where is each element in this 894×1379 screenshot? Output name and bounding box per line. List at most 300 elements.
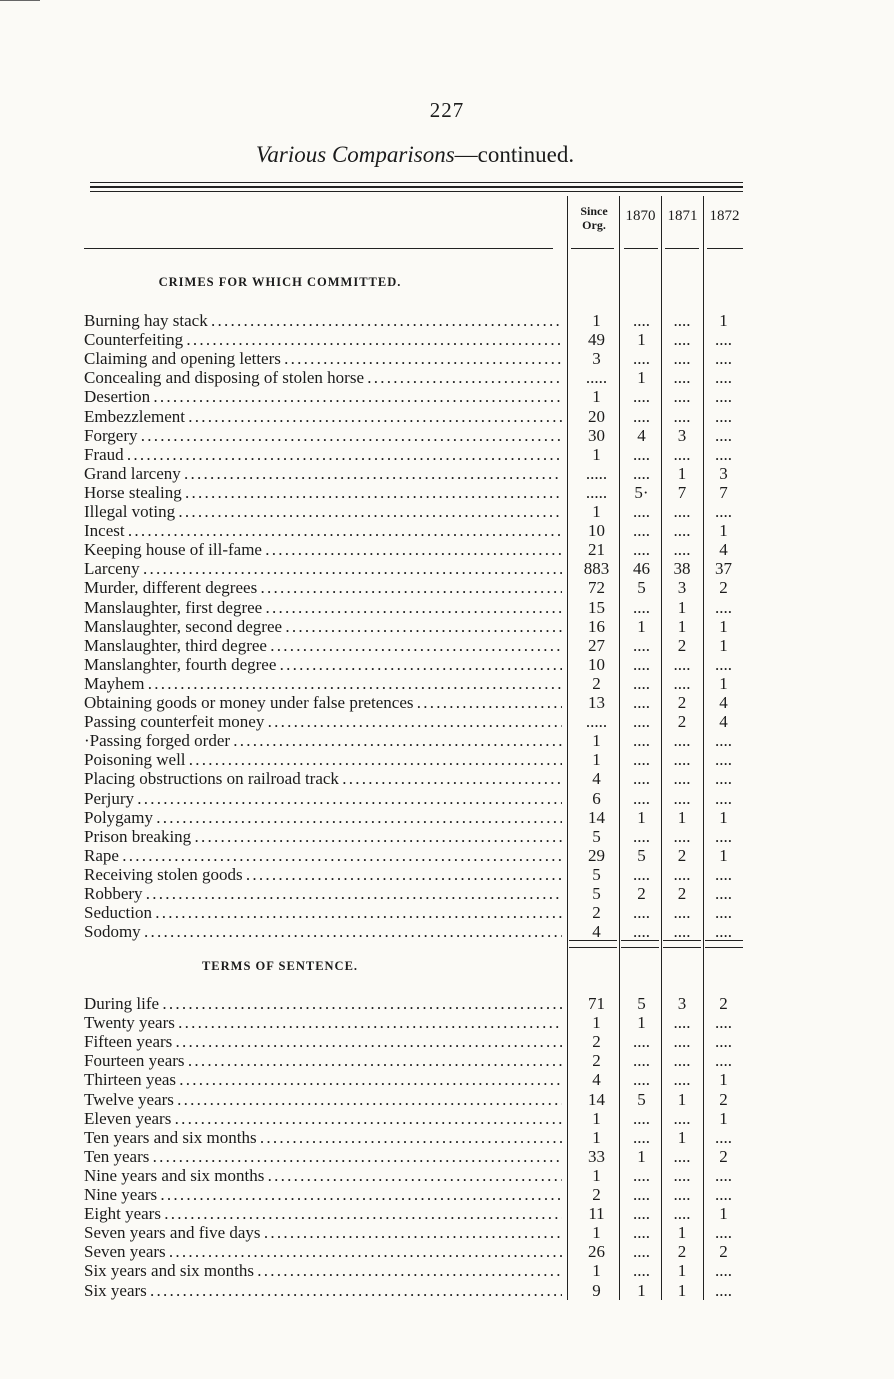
table-row [84,1204,744,1223]
row-label: Obtaining goods or money under false pretences . . . [84,693,562,712]
row-value-1872: .... [715,425,732,445]
row-value-1872: .... [715,1223,732,1243]
row-value-1871: 2 [677,1242,687,1262]
row-value-1872: 4 [719,712,728,732]
row-value-1870: .... [633,1204,650,1224]
table-row [84,1051,744,1070]
row-value-1871: .... [673,1108,691,1128]
row-label: Horse stealing . . . [84,483,562,502]
row-value-since-org: 10 [588,521,605,541]
row-value-1872: .... [715,1051,732,1071]
row-label: Claiming and opening letters . . . [84,349,562,368]
page-title [0,142,830,168]
row-label: Incest . . . [84,521,562,540]
row-value-1870: 46 [633,559,650,579]
table-row [84,769,744,788]
row-value-1871: 1 [677,1127,687,1147]
row-value-1871: 1 [677,1089,687,1109]
row-value-1871: .... [673,922,691,942]
table-row [84,712,744,731]
row-value-1872: 37 [715,559,732,579]
row-value-1870: 1 [637,330,646,350]
row-value-1870: .... [633,750,650,770]
row-value-since-org: 2 [592,1032,601,1052]
row-label: Murder, different degrees . . . [84,578,562,597]
row-value-1870: .... [633,1032,650,1052]
row-value-1872: .... [715,502,732,521]
row-label: Burning hay stack . . . [84,311,562,330]
table-row [84,884,744,903]
row-value-1870: 1 [637,616,646,636]
row-value-1871: 3 [677,994,687,1013]
column-header-since-org: Since Org. [580,204,608,232]
row-value-1870: .... [633,540,650,560]
row-value-1870: .... [633,597,650,617]
row-value-1870: 5· [634,482,649,502]
table-row [84,426,744,445]
row-value-since-org: 15 [588,597,605,617]
row-value-since-org: 4 [592,1070,601,1090]
row-value-1870: .... [633,1165,650,1185]
row-value-1872: 4 [719,540,728,560]
table-row [84,330,744,349]
row-value-1871: .... [673,1165,691,1185]
row-value-since-org: 1 [592,1261,601,1281]
row-value-since-org: 71 [588,994,605,1013]
row-label: Robbery . . . [84,884,562,903]
row-label: Mayhem . . . [84,674,562,693]
row-value-1870: .... [633,311,650,330]
row-value-1872: 1 [719,1204,728,1224]
row-value-1872: 1 [719,1070,728,1090]
table-row [84,1013,744,1032]
row-value-1870: 2 [637,884,646,903]
table-row [84,731,744,750]
row-value-1872: .... [715,922,732,942]
table-row [84,559,744,578]
top-rule-lower [90,191,743,192]
row-value-1871: .... [673,1185,691,1204]
row-value-since-org: 10 [588,654,605,674]
row-value-1872: .... [715,349,732,369]
row-label: Twelve years . . . [84,1090,562,1109]
row-value-1871: 3 [677,425,687,445]
row-value-1870: .... [633,1242,650,1262]
row-label: Fourteen years . . . [84,1051,562,1070]
row-value-1871: 38 [673,559,691,579]
row-label: Poisoning well . . . [84,750,562,769]
row-value-since-org: 883 [583,559,610,579]
table-row [84,1090,744,1109]
table-row [84,789,744,808]
row-label: Embezzlement . . . [84,407,562,426]
table-row [84,483,744,502]
row-label: Desertion . . . [84,387,562,406]
row-value-1872: 2 [719,1242,728,1262]
row-value-1872: .... [715,330,732,350]
row-value-since-org: 2 [592,1051,601,1071]
row-label: Six years . . . [84,1281,562,1300]
row-label: Twenty years . . . [84,1013,562,1032]
row-value-1870: .... [633,1223,650,1243]
row-label: Eleven years . . . [84,1109,562,1128]
row-value-since-org: 1 [592,444,601,464]
table-row [84,808,744,827]
row-value-since-org: 4 [592,922,601,942]
row-label: Grand larceny . . . [84,464,562,483]
row-value-since-org: 5 [592,826,601,846]
row-value-1870: 5 [637,994,646,1013]
row-value-1872: .... [715,444,732,464]
row-label: Manslaughter, third degree . . . [84,636,562,655]
table-row [84,502,744,521]
row-value-since-org: ..... [585,712,608,732]
top-rule [90,182,743,183]
table-row [84,1261,744,1280]
row-label: Nine years . . . [84,1185,562,1204]
row-value-1871: .... [673,864,691,884]
row-label: Manslaughter, first degree . . . [84,598,562,617]
row-value-since-org: 49 [588,330,605,350]
row-value-since-org: 1 [592,1108,601,1128]
row-value-1870: .... [633,521,650,541]
row-value-1871: .... [673,1051,691,1071]
row-label: Forgery . . . [84,426,562,445]
row-value-1871: .... [673,731,691,751]
row-value-1871: 1 [677,616,687,636]
table-row [84,617,744,636]
header-rule [707,248,743,249]
row-value-1870: .... [633,502,650,521]
table-row [84,1281,744,1300]
row-value-since-org: 2 [592,673,601,693]
row-value-since-org: 30 [588,425,605,445]
row-label: Keeping house of ill-fame . . . [84,540,562,559]
row-value-1870: .... [633,1051,650,1071]
row-value-1872: 7 [719,482,728,502]
table-row [84,349,744,368]
row-value-1872: .... [715,1032,732,1052]
row-value-1872: 4 [719,693,728,712]
row-label: Perjury . . . [84,789,562,808]
row-value-1872: .... [715,769,732,789]
row-value-1871: .... [673,330,691,350]
row-value-since-org: 29 [588,845,605,865]
row-value-1871: .... [673,1013,691,1033]
row-value-1870: 5 [637,578,646,598]
row-value-since-org: 1 [592,1013,601,1033]
row-value-1871: .... [673,1146,691,1166]
row-value-since-org: 33 [588,1146,605,1166]
row-value-since-org: 26 [588,1242,605,1262]
column-header-1872: 1872 [709,208,740,224]
row-value-since-org: 1 [592,731,601,751]
row-label: Larceny . . . [84,559,562,578]
row-value-1872: .... [715,1185,732,1204]
row-value-1870: .... [633,922,650,942]
row-value-1870: 1 [637,1280,646,1300]
row-value-1871: 1 [677,463,687,483]
table-row [84,311,744,330]
row-label: Placing obstructions on railroad track . . . [84,769,562,788]
row-label: Illegal voting . . . [84,502,562,521]
row-value-since-org: 13 [588,693,605,712]
row-value-1872: 3 [719,463,728,483]
row-value-since-org: 2 [592,1185,601,1204]
section-title: TERMS OF SENTENCE. [201,959,359,973]
row-value-1871: .... [673,368,691,388]
column-header-1870: 1870 [625,208,656,224]
table-row [84,1032,744,1051]
row-value-1872: 1 [719,635,728,655]
table-row [84,903,744,922]
row-value-since-org: ..... [585,463,608,483]
table-row [84,636,744,655]
row-value-1870: 1 [637,368,646,388]
row-value-1870: .... [633,654,650,674]
row-label: Receiving stolen goods . . . [84,865,562,884]
row-value-1872: 2 [719,578,728,598]
row-value-1871: .... [673,349,691,369]
row-value-1871: .... [673,406,691,426]
row-value-1872: .... [715,750,732,770]
row-value-1872: 1 [719,845,728,865]
table-row [84,994,744,1013]
row-value-1872: .... [715,1127,732,1147]
row-value-1871: .... [673,903,691,923]
row-value-1872: .... [715,1280,732,1300]
row-value-since-org: 3 [592,349,601,369]
row-value-1871: .... [673,502,691,521]
table-row [84,598,744,617]
row-value-1871: .... [673,1070,691,1090]
row-value-since-org: 1 [592,502,601,521]
row-value-1871: .... [673,521,691,541]
row-value-1870: .... [633,463,650,483]
row-value-1872: 1 [719,807,728,827]
section-title: CRIMES FOR WHICH COMMITTED. [158,275,402,289]
row-label: Eight years . . . [84,1204,562,1223]
row-value-1871: .... [673,788,691,808]
top-rule-heavy [90,186,743,188]
row-value-1871: .... [673,750,691,770]
table-row [84,464,744,483]
row-value-since-org: 4 [592,769,601,789]
table-row [84,368,744,387]
row-value-1872: .... [715,731,732,751]
row-label: Fifteen years . . . [84,1032,562,1051]
row-value-since-org: 9 [592,1280,601,1300]
row-value-1872: 1 [719,673,728,693]
row-value-1870: .... [633,673,650,693]
row-label: Nine years and six months . . . [84,1166,562,1185]
row-value-1871: 1 [677,1280,687,1300]
row-value-since-org: 14 [588,1089,605,1109]
table-row [84,1166,744,1185]
row-value-1870: .... [633,826,650,846]
row-value-1870: 5 [637,1089,646,1109]
table-row [84,655,744,674]
row-value-1870: 1 [637,1013,646,1033]
row-label: Rape . . . [84,846,562,865]
row-value-1870: 1 [637,807,646,827]
row-value-1872: .... [715,1165,732,1185]
row-value-since-org: 72 [588,578,605,598]
row-value-1870: .... [633,1127,650,1147]
row-value-1872: .... [715,788,732,808]
table-row [84,387,744,406]
row-value-1871: .... [673,540,691,560]
row-label: Manslanghter, fourth degree . . . [84,655,562,674]
row-value-1870: .... [633,769,650,789]
row-label: Ten years . . . [84,1147,562,1166]
row-value-1871: 3 [677,578,687,598]
row-label: Thirteen yeas . . . [84,1070,562,1089]
row-value-1870: .... [633,712,650,732]
row-value-1872: .... [715,884,732,903]
row-value-1870: 1 [637,1146,646,1166]
table-row [84,674,744,693]
row-value-1872: .... [715,1261,732,1281]
row-value-1870: .... [633,406,650,426]
row-value-1870: .... [633,1108,650,1128]
row-value-1871: .... [673,654,691,674]
table-row [84,865,744,884]
table-row [84,407,744,426]
row-label: Polygamy . . . [84,808,562,827]
corner-rule [0,0,40,1]
row-value-1871: 1 [677,1261,687,1281]
row-label: Six years and six months . . . [84,1261,562,1280]
row-value-1871: .... [673,1204,691,1224]
row-value-1871: .... [673,673,691,693]
table-row [84,1109,744,1128]
row-value-1871: 1 [677,597,687,617]
row-value-1872: 1 [719,521,728,541]
row-value-1871: 1 [677,807,687,827]
row-label: Concealing and disposing of stolen horse . . . [84,368,562,387]
row-value-1871: 1 [677,1223,687,1243]
row-value-1871: 2 [677,884,687,903]
row-value-1872: 1 [719,311,728,330]
table-row [84,521,744,540]
row-value-1872: .... [715,903,732,923]
row-value-1870: .... [633,693,650,712]
row-value-1872: 1 [719,616,728,636]
row-value-1870: 5 [637,845,646,865]
row-value-since-org: 16 [588,616,605,636]
row-value-1872: .... [715,406,732,426]
row-value-1871: 7 [677,482,687,502]
row-label: During life . . . [84,994,562,1013]
row-label: ·Passing forged order . . . [84,731,562,750]
row-value-1871: 2 [677,845,687,865]
page-number: 227 [429,98,465,122]
row-label: Passing counterfeit money . . . [84,712,562,731]
row-value-1872: 1 [719,1108,728,1128]
row-value-since-org: 1 [592,1165,601,1185]
row-value-since-org: 1 [592,750,601,770]
row-value-since-org: 1 [592,1127,601,1147]
row-label: Counterfeiting . . . [84,330,562,349]
table-row [84,922,744,941]
table-row [84,750,744,769]
row-value-1872: .... [715,368,732,388]
table-row [84,1147,744,1166]
row-value-1870: .... [633,635,650,655]
row-label: Seduction . . . [84,903,562,922]
row-value-1871: 2 [677,712,687,732]
header-rule [665,248,699,249]
row-label: Sodomy . . . [84,922,562,941]
row-value-1872: 2 [719,994,728,1013]
row-value-since-org: 2 [592,903,601,923]
row-value-since-org: 1 [592,311,601,330]
row-value-1871: .... [673,826,691,846]
row-value-1870: .... [633,1070,650,1090]
row-value-since-org: ..... [585,482,608,502]
page-title-italic: Various Comparisons [255,142,455,167]
row-label: Prison breaking . . . [84,827,562,846]
row-label: Fraud . . . [84,445,562,464]
row-value-1870: .... [633,903,650,923]
row-value-1872: .... [715,387,732,407]
table-row [84,578,744,597]
row-value-since-org: 1 [592,387,601,407]
section-double-rule [705,940,743,948]
row-value-since-org: 5 [592,884,601,903]
row-value-1872: .... [715,1013,732,1033]
section-double-rule [569,940,617,948]
row-value-1871: .... [673,444,691,464]
section-double-rule [621,940,659,948]
row-value-1872: .... [715,654,732,674]
row-label: Ten years and six months . . . [84,1128,562,1147]
row-label: Manslaughter, second degree . . . [84,617,562,636]
section-double-rule [663,940,701,948]
header-rule [624,248,658,249]
row-value-1872: 2 [719,1146,728,1166]
row-value-1870: .... [633,444,650,464]
row-value-1870: .... [633,1261,650,1281]
table-row [84,1223,744,1242]
row-label: Seven years . . . [84,1242,562,1261]
row-value-since-org: 14 [588,807,605,827]
row-value-since-org: 11 [588,1204,605,1224]
row-value-1870: .... [633,1185,650,1204]
table-row [84,1242,744,1261]
row-value-since-org: 27 [588,635,605,655]
row-value-1871: 2 [677,693,687,712]
table-row [84,540,744,559]
row-value-since-org: 20 [588,406,605,426]
table-row [84,445,744,464]
row-value-1870: .... [633,349,650,369]
row-value-since-org: ..... [585,368,608,388]
header-rule [571,248,614,249]
header-rule [84,248,553,249]
column-header-1871: 1871 [667,208,698,224]
row-value-1872: 2 [719,1089,728,1109]
row-value-1872: .... [715,597,732,617]
table-row [84,827,744,846]
table-row [84,1128,744,1147]
row-value-1870: 4 [637,425,646,445]
table-row [84,1185,744,1204]
table-row [84,846,744,865]
row-value-1870: .... [633,731,650,751]
row-value-1872: .... [715,864,732,884]
